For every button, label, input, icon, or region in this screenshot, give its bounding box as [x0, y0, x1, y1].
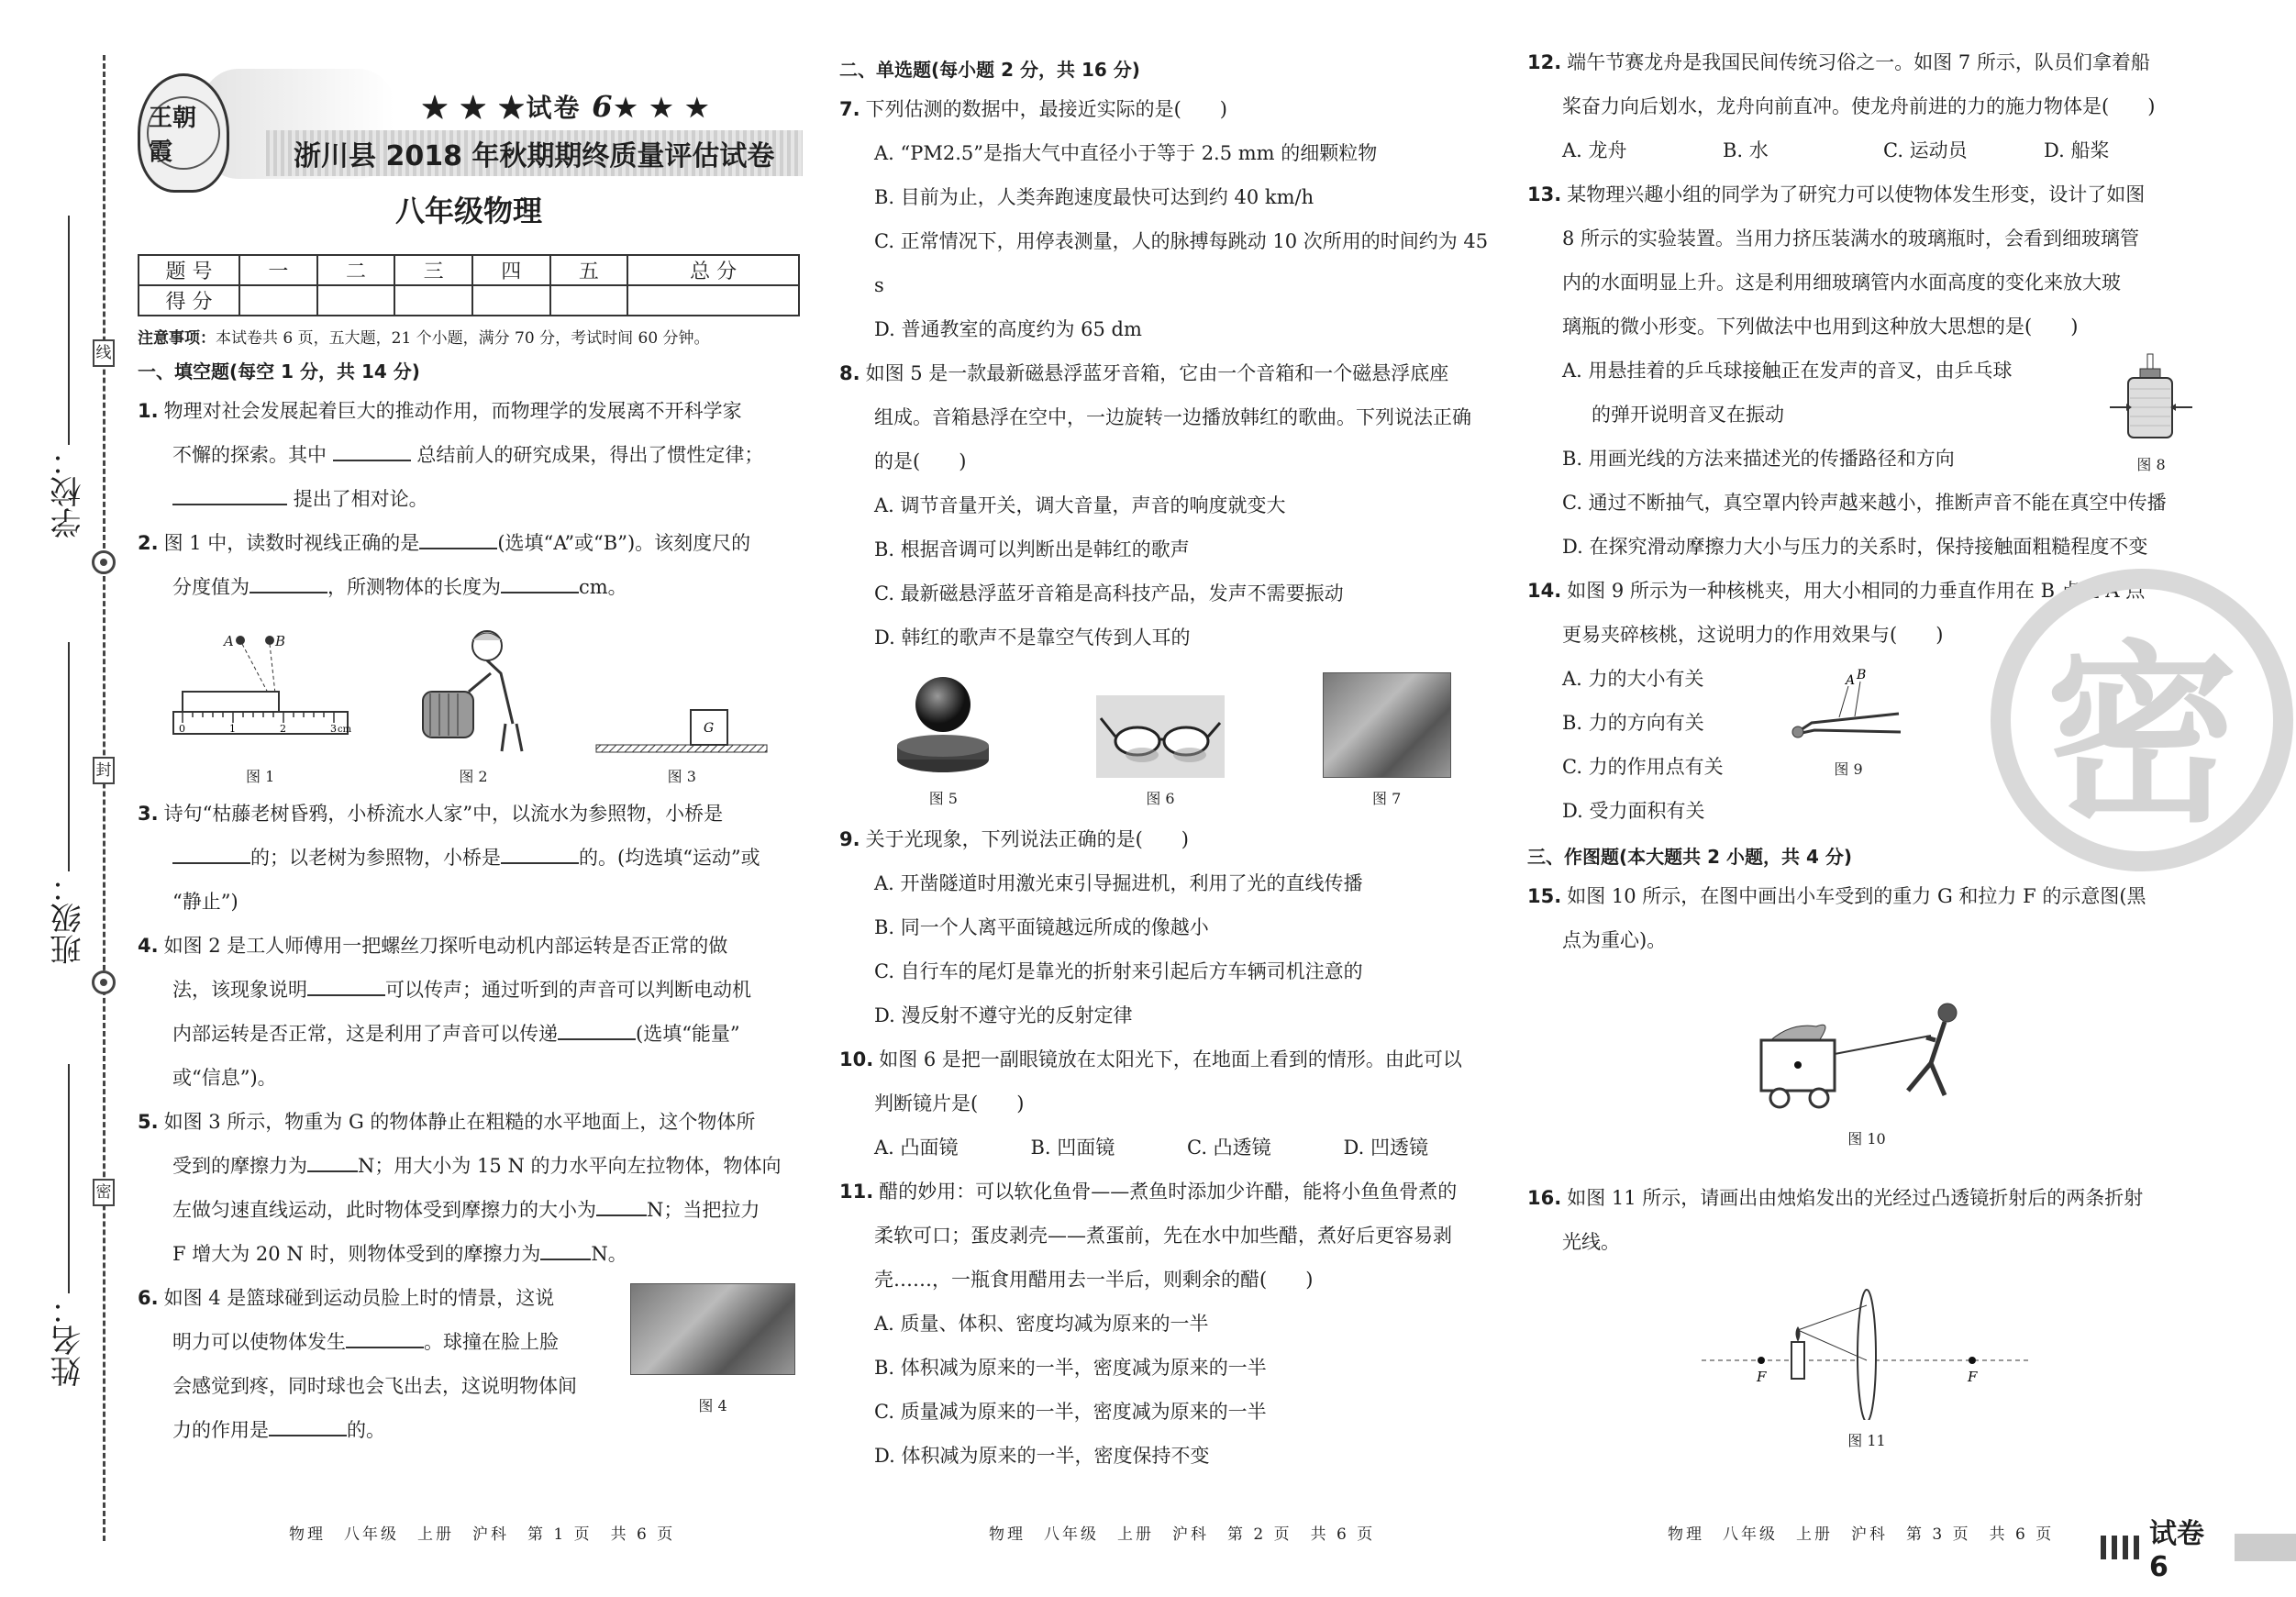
score-header-cell: 二 [317, 255, 395, 285]
exam-title-bar [266, 130, 803, 176]
levitating-speaker-figure [888, 672, 998, 778]
option[interactable]: A. 力的大小有关 [1562, 668, 1704, 690]
secret-watermark-icon [1991, 569, 2293, 871]
score-cell[interactable] [394, 285, 472, 316]
answer-blank[interactable] [269, 1417, 347, 1436]
question-text: 壳……，一瓶食用醋用去一半后，则剩余的醋( ) [874, 1269, 1314, 1291]
question-text: 如图 4 是篮球碰到运动员脸上时的情景，这说 [163, 1287, 555, 1309]
figure-caption: 图 6 [1146, 790, 1175, 807]
answer-blank[interactable] [501, 574, 579, 593]
question-number: 8. [839, 362, 860, 384]
question-text: N；用大小为 15 N 的力水平向左拉物体，物体向 [358, 1155, 782, 1177]
question-number: 4. [138, 935, 159, 957]
question-2 [138, 521, 800, 609]
question-text: 组成。音箱悬浮在空中，一边旋转一边播放韩红的歌曲。下列说法正确 [874, 406, 1471, 428]
figure-caption: 图 11 [1847, 1432, 1886, 1449]
option[interactable]: C. 最新磁悬浮蓝牙音箱是高科技产品，发声不需要振动 [874, 582, 1344, 604]
option[interactable]: A. 开凿隧道时用激光束引导掘进机，利用了光的直线传播 [874, 872, 1363, 894]
ruler-tick-label: 0 [178, 723, 185, 735]
section-2-title: 二、单选题(每小题 2 分，共 16 分) [839, 59, 1140, 81]
question-6 [138, 1276, 800, 1452]
school-field[interactable] [50, 216, 87, 538]
question-text: 如图 6 是把一副眼镜放在太阳光下，在地面上看到的情形。由此可以 [879, 1048, 1462, 1070]
figure-2 [414, 618, 533, 786]
badge-tail [2235, 1534, 2296, 1561]
section-1-title: 一、填空题(每空 1 分，共 14 分) [138, 360, 420, 383]
option-continuation: 的弹开说明音叉在振动 [1592, 404, 1784, 426]
question-text: 不懈的探索。其中 [172, 444, 327, 466]
answer-blank[interactable] [307, 1153, 358, 1172]
question-text: N；当把拉力 [647, 1199, 760, 1221]
binding-hole [92, 970, 116, 994]
question-number: 1. [138, 400, 159, 422]
option[interactable]: A. 龙舟 [1562, 139, 1627, 161]
option[interactable]: D. 韩红的歌声不是靠空气传到人耳的 [874, 627, 1191, 649]
question-number: 13. [1527, 183, 1562, 205]
block-on-ground-figure [594, 618, 769, 756]
paper-number-badge [2101, 1511, 2296, 1583]
point-label-a: A [1846, 673, 1856, 688]
exam-title: 浙川县 2018 年秋期期终质量评估试卷 [294, 140, 775, 172]
answer-blank[interactable] [333, 442, 411, 461]
eye-label-b: B [274, 633, 285, 649]
answer-blank[interactable] [346, 1329, 424, 1348]
question-11 [839, 1170, 1500, 1302]
question-text: 。球撞在脸上脸 [424, 1331, 559, 1353]
seal-mark-seal: 封 [93, 757, 115, 784]
option[interactable]: D. 普通教室的高度约为 65 dm [874, 318, 1142, 340]
question-text: F 增大为 20 N 时，则物体受到的摩擦力为 [172, 1243, 541, 1265]
page-1 [138, 55, 800, 1452]
question-number: 5. [138, 1111, 159, 1133]
cut-line [103, 55, 105, 1541]
answer-blank[interactable] [250, 574, 327, 593]
question-text: “静止”) [172, 891, 238, 913]
question-text: 点为重心)。 [1562, 929, 1667, 951]
exam-subject: 八年级物理 [394, 194, 542, 228]
option[interactable]: C. 自行车的尾灯是靠光的折射来引起后方车辆司机注意的 [874, 960, 1363, 982]
question-number: 9. [839, 828, 860, 850]
answer-blank[interactable] [558, 1021, 636, 1040]
question-text: 如图 9 所示为一种核桃夹，用大小相同的力垂直作用在 B 点比 A 点 [1567, 580, 2146, 602]
question-number: 12. [1527, 51, 1562, 73]
name-label: 姓名： [50, 1293, 87, 1387]
option[interactable]: C. 力的作用点有关 [1562, 756, 1724, 778]
binding-hole [92, 550, 116, 574]
barcode-icon [2101, 1536, 2140, 1559]
score-header-cell: 三 [394, 255, 472, 285]
question-7 [839, 87, 1500, 131]
score-header-cell: 题 号 [139, 255, 239, 285]
focus-label-left: F [1757, 1369, 1767, 1385]
score-cell[interactable] [627, 285, 799, 316]
page-footer-1: 物理 八年级 上册 沪科 第 1 页 共 6 页 [289, 1525, 676, 1544]
figure-caption: 图 9 [1834, 760, 1863, 778]
question-text: 明力可以使物体发生 [172, 1331, 346, 1353]
question-text: 可以传声；通过听到的声音可以判断电动机 [385, 979, 751, 1001]
question-text: cm。 [579, 576, 627, 598]
question-text: ，所测物体的长度为 [327, 576, 501, 598]
question-text: N。 [591, 1243, 627, 1265]
glasses-shadow-figure [1096, 695, 1225, 778]
question-text: 图 1 中，读数时视线正确的是 [163, 532, 420, 554]
school-label: 学校： [50, 445, 87, 538]
score-cell[interactable] [239, 285, 317, 316]
question-text: 法，该现象说明 [172, 979, 307, 1001]
question-text: 分度值为 [172, 576, 250, 598]
score-row-label: 得 分 [139, 285, 239, 316]
question-text: 光线。 [1562, 1231, 1620, 1253]
publisher-logo [138, 73, 229, 193]
figure-6 [1096, 695, 1225, 808]
question-text: (选填“能量” [636, 1023, 740, 1045]
question-number: 3. [138, 803, 159, 825]
question-text: 更易夹碎核桃，这说明力的作用效果与( ) [1562, 624, 1944, 646]
ruler-tick-label: 1 [228, 723, 236, 735]
question-text: 内的水面明显上升。这是利用细玻璃管内水面高度的变化来放大玻 [1562, 272, 2121, 294]
figure-1 [169, 618, 352, 786]
question-13 [1527, 172, 2206, 349]
option[interactable]: A. “PM2.5”是指大气中直径小于等于 2.5 mm 的细颗粒物 [874, 142, 1378, 164]
notice-text: 本试卷共 6 页，五大题，21 个小题，满分 70 分，考试时间 60 分钟。 [216, 329, 710, 348]
answer-blank[interactable] [419, 530, 497, 549]
question-number: 10. [839, 1048, 874, 1070]
question-text: 提出了相对论。 [293, 488, 428, 510]
page-footer-3: 物理 八年级 上册 沪科 第 3 页 共 6 页 [1668, 1525, 2055, 1544]
score-header-cell: 五 [550, 255, 628, 285]
dragon-boat-photo [1323, 672, 1451, 778]
squeeze-bottle-figure [2110, 352, 2192, 444]
question-text: 物理对社会发展起着巨大的推动作用，而物理学的发展离不开科学家 [163, 400, 742, 422]
option[interactable]: B. 用画光线的方法来描述光的传播路径和方向 [1562, 448, 1955, 470]
question-text: 左做匀速直线运动，此时物体受到摩擦力的大小为 [172, 1199, 596, 1221]
option[interactable]: D. 体积减为原来的一半，密度保持不变 [874, 1445, 1210, 1467]
option[interactable]: C. 通过不断抽气，真空罩内铃声越来越小，推断声音不能在真空中传播 [1562, 492, 2167, 514]
seal-mark-secret: 密 [93, 1179, 115, 1206]
logo-text: 王朝霞 [147, 96, 220, 170]
figure-caption: 图 7 [1372, 790, 1402, 807]
block-label-g: G [704, 721, 715, 736]
option[interactable]: A. 用悬挂着的乒乓球接触正在发声的音叉，由乒乓球 [1562, 360, 2013, 382]
option[interactable]: B. 目前为止，人类奔跑速度最快可达到约 40 km/h [874, 186, 1314, 208]
figure-caption: 图 3 [667, 768, 696, 785]
seal-mark-line: 线 [93, 339, 115, 367]
figure-7 [1323, 672, 1451, 808]
question-3 [138, 792, 800, 924]
question-text: 内部运转是否正常，这是利用了声音可以传递 [172, 1023, 558, 1045]
question-number: 16. [1527, 1187, 1562, 1209]
question-text: 如图 5 是一款最新磁悬浮蓝牙音箱，它由一个音箱和一个磁悬浮底座 [865, 362, 1449, 384]
score-header-cell: 总 分 [627, 255, 799, 285]
figure-5 [888, 672, 998, 808]
option[interactable]: A. 调节音量开关，调大音量，声音的响度就变大 [874, 494, 1286, 516]
notice [138, 325, 800, 348]
series-label: ★ ★ ★试卷 6★ ★ ★ [422, 89, 711, 124]
question-16 [1527, 1176, 2206, 1264]
question-text: 会感觉到疼，同时球也会飞出去，这说明物体间 [172, 1375, 577, 1397]
question-text: 的。 [347, 1419, 385, 1441]
option[interactable]: B. 体积减为原来的一半，密度减为原来的一半 [874, 1357, 1267, 1379]
score-cell[interactable] [472, 285, 550, 316]
question-text: 如图 2 是工人师傅用一把螺丝刀探听电动机内部运转是否正常的做 [163, 935, 728, 957]
options-row [839, 1126, 1500, 1170]
question-text: 璃瓶的微小形变。下列做法中也用到这种放大思想的是( ) [1562, 316, 2079, 338]
question-12 [1527, 40, 2206, 128]
question-text: 受到的摩擦力为 [172, 1155, 307, 1177]
series-text: 试卷 [526, 93, 582, 123]
figure-caption: 图 8 [2136, 456, 2166, 473]
ruler-tick-label: 3 [329, 723, 337, 735]
notice-label: 注意事项： [138, 329, 216, 348]
figure-caption: 图 1 [246, 768, 275, 785]
option[interactable]: D. 在探究滑动摩擦力大小与压力的关系时，保持接触面粗糙程度不变 [1562, 536, 2148, 558]
option[interactable]: C. 质量减为原来的一半，密度减为原来的一半 [874, 1401, 1267, 1423]
question-text: 柔软可口；蛋皮剥壳——煮蛋前，先在水中加些醋，煮好后更容易剥 [874, 1225, 1452, 1247]
question-text: 的是( ) [874, 450, 967, 472]
option[interactable]: C. 运动员 [1883, 139, 1968, 161]
figure-caption: 图 5 [928, 790, 958, 807]
question-text: (选填“A”或“B”)。该刻度尺的 [497, 532, 751, 554]
section-3-title: 三、作图题(本大题共 2 小题，共 4 分) [1527, 846, 1852, 868]
question-text: 力的作用是 [172, 1419, 269, 1441]
options-row [1527, 128, 2206, 172]
answer-blank[interactable] [172, 845, 250, 864]
question-text: 的；以老树为参照物，小桥是 [250, 847, 501, 869]
name-field[interactable] [50, 1064, 87, 1387]
question-8 [839, 351, 1500, 483]
score-header-cell: 四 [472, 255, 550, 285]
question-number: 6. [138, 1287, 159, 1309]
question-text: 判断镜片是( ) [874, 1092, 1025, 1115]
score-value-row [139, 285, 799, 316]
figure-row-1 [138, 618, 800, 786]
option[interactable]: B. 水 [1723, 139, 1769, 161]
option[interactable]: A. 质量、体积、密度均减为原来的一半 [874, 1313, 1209, 1335]
watermark-text: 密 [2045, 624, 2238, 848]
figure-4 [626, 1283, 800, 1452]
binding-strip [0, 0, 119, 1597]
question-text: 的。(均选填“运动”或 [579, 847, 760, 869]
answer-blank[interactable] [596, 1197, 647, 1216]
question-number: 2. [138, 532, 159, 554]
question-number: 15. [1527, 885, 1562, 907]
figure-row-2 [839, 672, 1500, 808]
convex-lens-figure [1702, 1282, 2032, 1420]
class-field[interactable] [50, 642, 87, 965]
question-text: 如图 3 所示，物重为 G 的物体静止在粗糙的水平地面上，这个物体所 [163, 1111, 756, 1133]
option[interactable]: B. 根据音调可以判断出是韩红的歌声 [874, 538, 1190, 560]
question-number: 14. [1527, 580, 1562, 602]
figure-11 [1527, 1282, 2206, 1450]
question-text: 醋的妙用：可以软化鱼骨——煮鱼时添加少许醋，能将小鱼鱼骨煮的 [879, 1181, 1458, 1203]
question-text: 某物理兴趣小组的同学为了研究力可以使物体发生形变，设计了如图 [1567, 183, 2146, 205]
question-text: 或“信息”)。 [172, 1067, 277, 1089]
score-header-row [139, 255, 799, 285]
ruler-unit: cm [337, 725, 351, 735]
question-number: 7. [839, 98, 860, 120]
question-10 [839, 1037, 1500, 1126]
question-text: 桨奋力向后划水，龙舟向前直冲。使龙舟前进的力的施力物体是( ) [1562, 95, 2156, 117]
class-label: 班级： [50, 871, 87, 965]
question-text: 关于光现象，下列说法正确的是( ) [865, 828, 1189, 850]
series-number: 6 [592, 89, 615, 124]
question-4 [138, 924, 800, 1100]
exam-header [138, 55, 800, 314]
question-text: 下列估测的数据中，最接近实际的是( ) [865, 98, 1227, 120]
answer-blank[interactable] [307, 977, 385, 996]
question-5 [138, 1100, 800, 1276]
figure-9 [1784, 666, 1913, 833]
score-header-cell: 一 [239, 255, 317, 285]
question-text: 诗句“枯藤老树昏鸦，小桥流水人家”中，以流水为参照物，小桥是 [163, 803, 724, 825]
score-cell[interactable] [317, 285, 395, 316]
figure-caption: 图 10 [1847, 1130, 1886, 1148]
question-text: 如图 11 所示，请画出由烛焰发出的光经过凸透镜折射后的两条折射 [1567, 1187, 2144, 1209]
question-13-options [1527, 349, 2206, 481]
badge-text: 试卷 6 [2148, 1518, 2204, 1583]
question-text: 总结前人的研究成果，得出了惯性定律； [416, 444, 764, 466]
score-cell[interactable] [550, 285, 628, 316]
option[interactable]: A. 凸面镜 [874, 1137, 959, 1159]
eye-label-a: A [223, 633, 234, 649]
question-text: 端午节赛龙舟是我国民间传统习俗之一。如图 7 所示，队员们拿着船 [1567, 51, 2150, 73]
figure-8 [2096, 352, 2206, 481]
ruler-tick-label: 2 [279, 723, 286, 735]
option[interactable]: D. 凹透镜 [1343, 1137, 1428, 1159]
figure-caption: 图 2 [459, 768, 488, 785]
answer-blank[interactable] [501, 845, 579, 864]
cart-pulling-figure [1747, 999, 1986, 1118]
figure-10 [1527, 999, 2206, 1148]
focus-label-right: F [1968, 1369, 1978, 1385]
score-table [138, 254, 800, 316]
question-9 [839, 817, 1500, 861]
page-footer-2: 物理 八年级 上册 沪科 第 2 页 共 6 页 [989, 1525, 1376, 1544]
option[interactable]: D. 船桨 [2044, 139, 2110, 161]
question-15 [1527, 874, 2206, 962]
page-2 [839, 55, 1500, 1478]
worker-motor-figure [414, 618, 533, 756]
option[interactable]: D. 漫反射不遵守光的反射定律 [874, 1004, 1133, 1026]
nutcracker-figure [1789, 666, 1908, 749]
option[interactable]: B. 同一个人离平面镜越远所成的像越小 [874, 916, 1209, 938]
question-1 [138, 389, 800, 521]
point-label-b: B [1857, 668, 1867, 682]
question-number: 11. [839, 1181, 874, 1203]
option[interactable]: B. 力的方向有关 [1562, 712, 1704, 734]
figure-3 [594, 618, 769, 786]
option[interactable]: D. 受力面积有关 [1562, 800, 1705, 822]
ruler-figure [169, 618, 352, 756]
answer-blank[interactable] [172, 486, 287, 505]
figure-caption: 图 4 [698, 1397, 727, 1414]
question-text: 如图 10 所示，在图中画出小车受到的重力 G 和拉力 F 的示意图(黑 [1567, 885, 2146, 907]
option[interactable]: B. 凹面镜 [1030, 1137, 1115, 1159]
basketball-photo [630, 1283, 795, 1375]
option[interactable]: C. 凸透镜 [1187, 1137, 1271, 1159]
question-text: 8 所示的实验装置。当用力挤压装满水的玻璃瓶时，会看到细玻璃管 [1562, 227, 2140, 250]
option[interactable]: C. 正常情况下，用停表测量，人的脉搏每跳动 10 次所用的时间约为 45 s [874, 230, 1489, 296]
answer-blank[interactable] [540, 1241, 591, 1260]
